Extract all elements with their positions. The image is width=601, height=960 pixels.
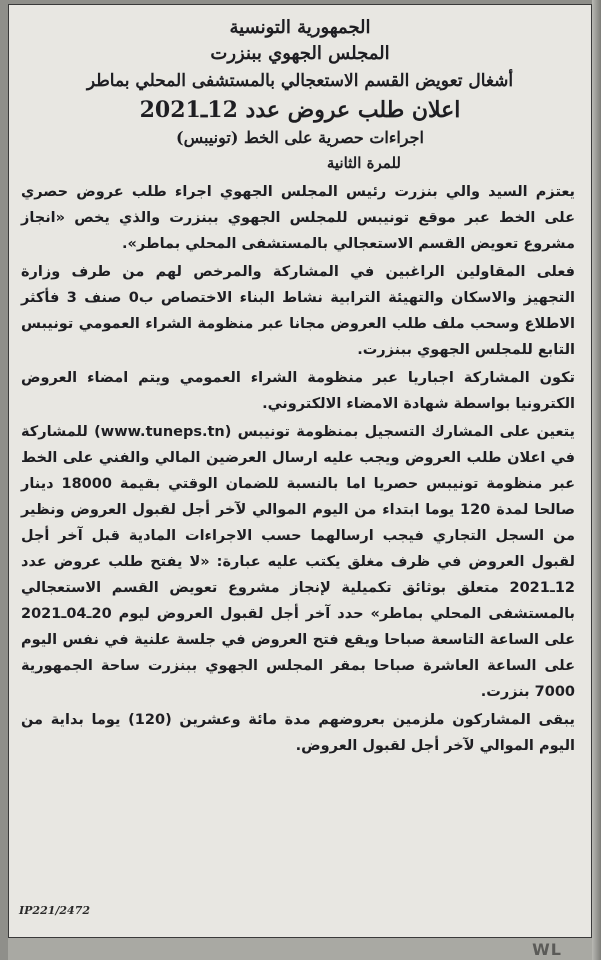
reference-code: IP221/2472: [19, 904, 91, 917]
bottom-page-strip: [8, 938, 592, 960]
project-title: أشغال تعويض القسم الاستعجالي بالمستشفى المحلي بماطر: [86, 71, 514, 91]
notice-body: [9, 175, 591, 759]
page-edge-shadow: [592, 0, 601, 960]
paragraph-intro: يعتزم السيد والي بنزرت رئيس المجلس الجهوي اجراء طلب عروض حصري على الخط عبر موقع تونيبس للمجلس الجهوي ببنزرت والذي يخص «انجاز مشروع تعويض القسم الاستعجالي بالمستشفى المحلي بماطر».: [21, 184, 575, 252]
country-name: الجمهورية التونسية: [229, 17, 371, 38]
paragraph-validity: يبقى المشاركون ملزمين بعروضهم مدة مائة وعشرين (120) يوما بداية من اليوم الموالي لآخر أجل لقبول العروض.: [21, 712, 575, 754]
paragraph-eligibility: فعلى المقاولين الراغبين في المشاركة والمرخص لهم من طرف وزارة التجهيز والاسكان والتهيئة الترابية نشاط البناء الاختصاص ب0 صنف 3 فأكثر الاطلاع وسحب ملف طلب العروض مجانا عبر منظومة الشراء العمومي تونيبس التابع للمجلس الجهوي ببنزرت.: [21, 264, 575, 358]
paragraph-electronic-signature: تكون المشاركة اجباريا عبر منظومة الشراء العمومي ويتم امضاء العروض الكترونيا بواسطة شهادة الامضاء الالكتروني.: [21, 370, 575, 412]
council-name: المجلس الجهوي ببنزرت: [210, 43, 390, 64]
newspaper-clipping: [8, 4, 592, 938]
round-label: للمرة الثانية: [326, 154, 401, 172]
notice-header: [9, 15, 591, 151]
bottom-strip-text: WL: [532, 940, 562, 959]
paragraph-submission: يتعين على المشارك التسجيل بمنظومة تونيبس (www.tuneps.tn) للمشاركة في اعلان طلب العروض ويجب عليه ارسال العرضين المالي والفني على الخط عبر منظومة تونيبس حصريا اما بالنسبة للضمان الوقتي بقيمة 18000 دينار صالحا لمدة 120 يوما ابتداء من اليوم الموالي لآخر أجل لقبول العروض ونظير من السجل التجاري فيجب ارسالهما حسب الاجراءات المادية قبل آخر أجل لقبول العروض في ظرف مغلق يكتب عليه عبارة: «لا يفتح طلب عروض عدد 12ـ2021 متعلق بوثائق تكميلية لإنجاز مشروع تعويض القسم الاستعجالي بالمستشفى المحلي بماطر» حدد آخر أجل لقبول العروض ليوم 20ـ04ـ2021 على الساعة التاسعة صباحا ويقع فتح العروض في جلسة علنية في نفس اليوم على الساعة العاشرة صباحا بمقر المجلس الجهوي ببنزرت ساحة الجمهورية 7000 بنزرت.: [21, 424, 575, 700]
procedure-subtitle: اجراءات حصرية على الخط (تونيبس): [176, 128, 424, 147]
tender-number-title: اعلان طلب عروض عدد 12ـ2021: [139, 97, 461, 123]
